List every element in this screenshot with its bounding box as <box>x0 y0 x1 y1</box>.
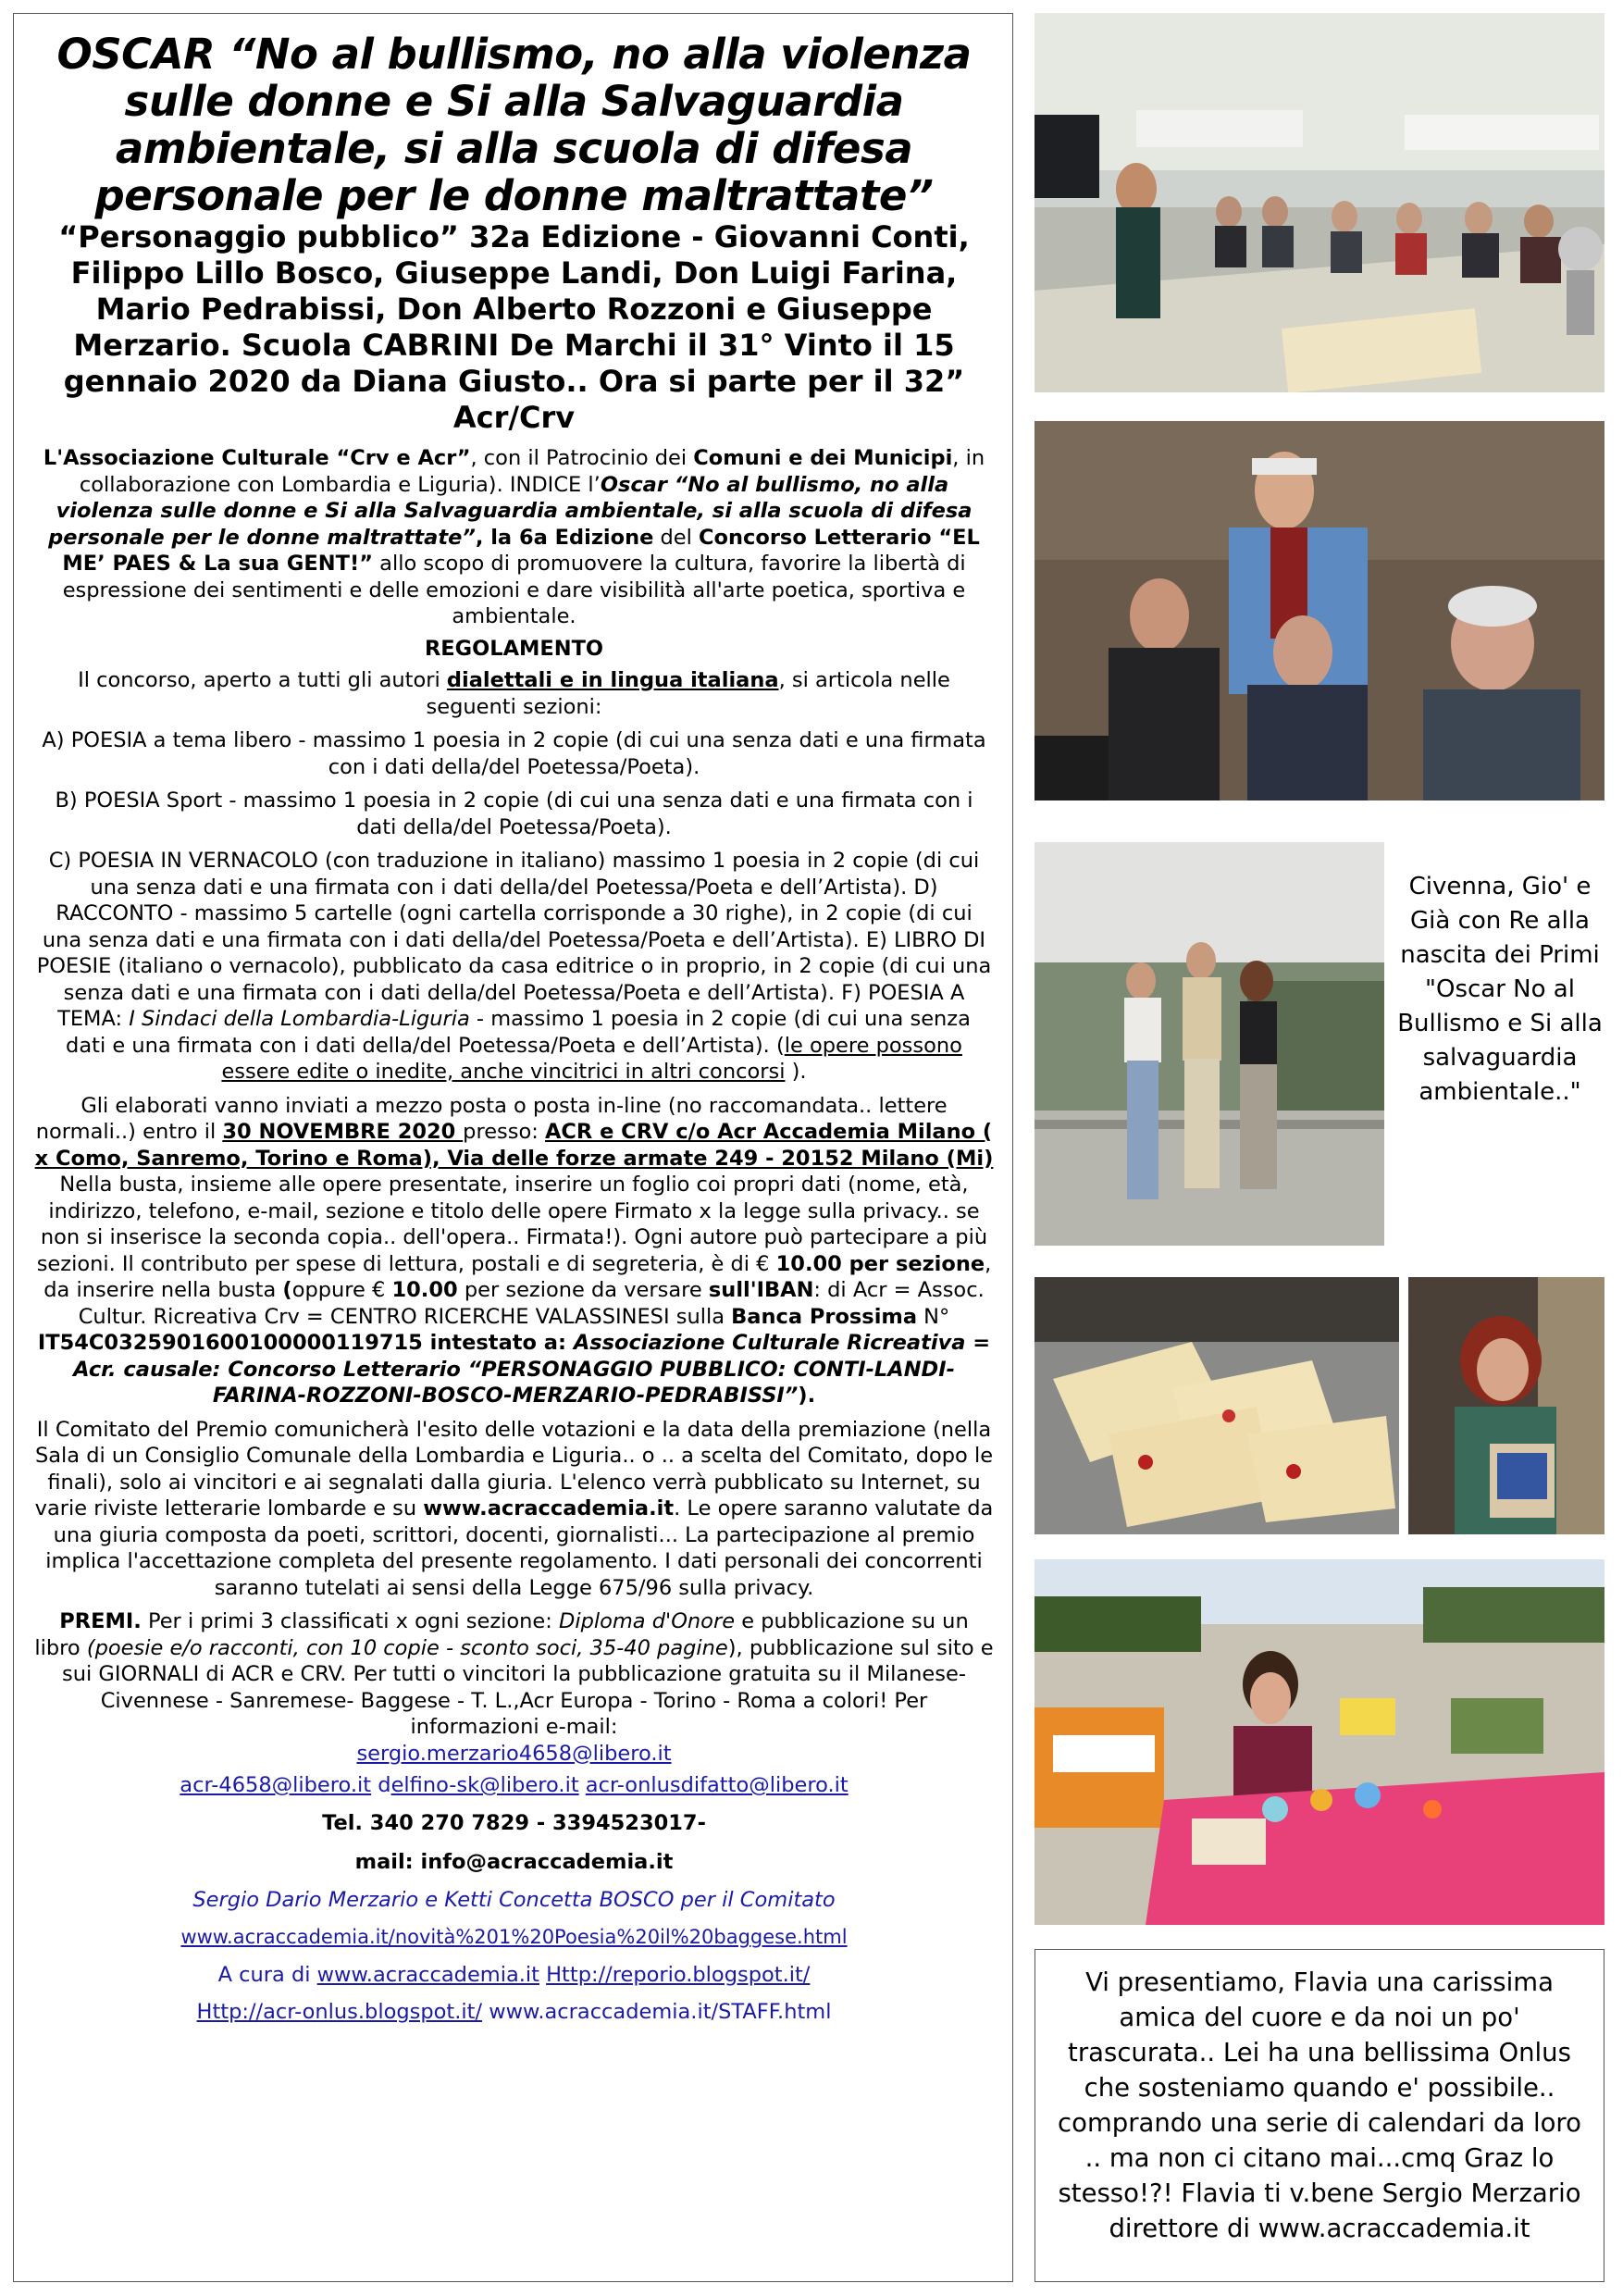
photo-meeting-room <box>1035 13 1604 392</box>
email-link[interactable]: sergio.merzario4658@libero.it <box>356 1741 672 1766</box>
title-line: ambientale, si alla scuola di difesa <box>115 124 913 173</box>
elaborati-text: Gli elaborati vanno inviati a mezzo posta o posta in-line (no raccomandata.. lettere normali..) entro il <box>35 1093 948 1144</box>
concorso-text: Il concorso, aperto a tutti gli autori <box>78 668 447 692</box>
email-link[interactable]: elfino-sk@libero.it <box>390 1773 579 1797</box>
photo-market-stall-image <box>1035 1559 1604 1925</box>
title-line: sulle donne e Si alla Salvaguardia <box>124 77 904 126</box>
concorso-text: dialettali e in lingua italiana <box>446 668 779 692</box>
intro-text: Concorso Letterario “EL ME’ PAES & La sua GENT!” <box>62 525 980 576</box>
email-separator: d <box>371 1773 391 1797</box>
flavia-message-box <box>1035 1949 1604 2282</box>
elaborati-text: presso: <box>463 1120 545 1144</box>
elaborati-text: N° <box>917 1304 950 1329</box>
section-text: ). <box>785 1060 807 1084</box>
blog-link[interactable]: Http://acr-onlus.blogspot.it/ <box>196 2000 483 2024</box>
elaborati-text: 10.00 per sezione <box>775 1251 985 1276</box>
subtitle-line: Mario Pedrabissi, Don Alberto Rozzoni e Giuseppe <box>95 292 933 327</box>
subtitle-line: Filippo Lillo Bosco, Giuseppe Landi, Don Luigi Farina, <box>70 255 958 291</box>
photo-elderly-men-image <box>1035 421 1604 800</box>
photo-diplomas-image <box>1035 1277 1399 1534</box>
emails-row <box>34 1772 994 1799</box>
intro-text: Oscar “No al bullismo, no alla violenza sulle donne e Si alla Salvaguardia ambientale, si alla scuola di difesa personale per le donne maltrattate” <box>48 472 973 550</box>
section-text: - massimo 1 poesia in 2 copie (di cui una senza dati e una firmata con i dati della/del Poetessa/Poeta e dell’Artista). ( <box>66 1007 971 1058</box>
concorso-text: , si articola nelle seguenti sezioni: <box>426 668 950 719</box>
site-link[interactable]: www.acraccademia.it <box>316 1962 539 1987</box>
subtitle-line: Acr/Crv <box>452 400 576 435</box>
intro-text: del <box>653 525 700 550</box>
intro-text: , in collaborazione con Lombardia e Liguria). INDICE l’ <box>79 446 985 497</box>
section-c-f <box>34 848 994 1086</box>
intro-text: , con il Patrocinio dei <box>470 446 694 470</box>
civenna-caption: Civenna, Gio' e Già con Re alla nascita dei Primi "Oscar No al Bullismo e Si alla salvaguardia ambientale.." <box>1397 873 1603 1106</box>
section-b: B) POESIA Sport - massimo 1 poesia in 2 copie (di cui una senza dati e una firmata con i dati della/del Poetessa/Poeta). <box>55 788 973 839</box>
premi-paragraph <box>34 1608 994 1767</box>
main-text-frame <box>13 13 1013 2282</box>
elaborati-text: 10.00 <box>391 1278 458 1302</box>
premi-text: e pubblicazione su un libro <box>34 1609 969 1660</box>
photo-award-plaque-image <box>1408 1277 1604 1534</box>
elaborati-text: Associazione Culturale Ricreativa = Acr. causale: Concorso Letterario “PERSONAGGIO PUBBLICO: CONTI-LANDI-FARINA-ROZZONI-BOSCO-MERZARIO-PEDRABISSI” <box>73 1331 991 1408</box>
comitato-text: www.acraccademia.it <box>423 1496 675 1520</box>
last-links-row <box>34 1999 994 2026</box>
premi-text: ), pubblicazione sul sito e sui GIORNALI di ACR e CRV. Per tutti o vincitori la pubblicazione gratuita su il Milanese-Civennese - Sanremese- Baggese - T. L.,Acr Europa - Torino - Roma a colori! Per informazioni e-mail: <box>62 1635 994 1739</box>
premi-text: PREMI. <box>59 1609 142 1633</box>
subtitle-line: “Personaggio pubblico” 32a Edizione - Giovanni Conti, <box>58 219 970 254</box>
baggese-link[interactable]: www.acraccademia.it/novità%201%20Poesia%20il%20baggese.html <box>180 1926 848 1948</box>
elaborati-text: ( <box>282 1278 292 1302</box>
email-link[interactable]: acr-4658@libero.it <box>180 1773 372 1797</box>
title-line: OSCAR “No al bullismo, no alla violenza <box>56 30 972 79</box>
subtitle-line: gennaio 2020 da Diana Giusto.. Ora si parte per il 32” <box>63 364 965 399</box>
elaborati-text: IT54C0325901600100000119715 intestato a: <box>37 1331 574 1355</box>
elaborati-text: : di Acr = Assoc. Cultur. Ricreativa Crv = CENTRO RICERCHE VALASSINESI sulla <box>78 1278 985 1329</box>
photo-elderly-men <box>1035 421 1604 800</box>
comitato-text: . Le opere saranno valutate da una giuria composta da poeti, scrittori, docenti, giornalisti... La partecipazione al premio implica l'accettazione completa del presente regolamento. I dati personali dei concorrenti saranno tutelati ai sensi della Legge 675/96 sulla privacy. <box>45 1496 994 1600</box>
acura-text: A cura di <box>217 1962 317 1987</box>
elaborati-text: ACR e CRV c/o Acr Accademia Milano ( x Como, Sanremo, Torino e Roma), Via delle forze armate 249 - 20152 Milano (Mi) <box>34 1120 994 1171</box>
photo-meeting-room-image <box>1035 13 1604 392</box>
flavia-message: Vi presentiamo, Flavia una carissima amica del cuore e da noi un po' trascurata.. Lei ha una bellissima Onlus che sosteniamo quando e' possibile.. comprando una serie di calendari da loro .. ma non ci citano mai...cmq Graz lo stesso!?! Flavia ti v.bene Sergio Merzario direttore di www.acraccademia.it <box>1058 1967 1581 2243</box>
photo-diplomas <box>1035 1277 1399 1534</box>
intro-text: allo scopo di promuovere la cultura, favorire la libertà di espressione dei sentimenti e delle emozioni e dare visibilità all'arte poetica, sportiva e ambientale. <box>62 552 966 628</box>
section-a: A) POESIA a tema libero - massimo 1 poesia in 2 copie (di cui una senza dati e una firmata con i dati della/del Poetessa/Poeta). <box>42 728 986 779</box>
acura-row <box>34 1962 994 1989</box>
photo-civenna <box>1035 842 1384 1246</box>
elaborati-text: per sezione da versare <box>457 1278 709 1302</box>
mail-contact: mail: info@acraccademia.it <box>354 1850 674 1874</box>
blog-link[interactable]: Http://reporio.blogspot.it/ <box>546 1962 811 1987</box>
premi-text: Diploma d'Onore <box>559 1609 736 1633</box>
comitato-paragraph <box>34 1417 994 1602</box>
oscar-title <box>34 31 994 219</box>
photo-market-stall <box>1035 1559 1604 1925</box>
telephone: Tel. 340 270 7829 - 3394523017- <box>322 1810 706 1835</box>
elaborati-paragraph <box>34 1093 994 1409</box>
edition-subtitle <box>34 219 994 436</box>
photo-civenna-image <box>1035 842 1384 1246</box>
subtitle-line: Merzario. Scuola CABRINI De Marchi il 31° Vinto il 15 <box>73 328 955 363</box>
email-separator <box>579 1773 586 1797</box>
section-text: le opere possono essere edite o inedite, anche vincitrici in altri concorsi <box>221 1033 962 1084</box>
elaborati-text: 30 NOVEMBRE 2020 <box>222 1120 464 1144</box>
section-text: I Sindaci della Lombardia-Liguria <box>129 1007 470 1031</box>
concorso-paragraph <box>34 667 994 720</box>
intro-text: Comuni e dei Municipi <box>693 446 953 470</box>
main-content <box>34 31 994 2026</box>
elaborati-text: Banca Prossima <box>731 1304 918 1329</box>
comitato-text: Il Comitato del Premio comunicherà l'esito delle votazioni e la data della premiazione (nella Sala di un Consiglio Comunale della Lombardia e Liguria.. o .. a scelta del Comitato, dopo le finali), solo ai vincitori e ai segnalati dalla giuria. L'elenco verrà pubblicato su Internet, su varie riviste letterarie lombarde e su <box>34 1417 994 1520</box>
intro-text: , la 6a Edizione <box>475 525 654 550</box>
elaborati-text: oppure € <box>291 1278 392 1302</box>
intro-paragraph <box>34 445 994 630</box>
regolamento-heading: REGOLAMENTO <box>424 636 604 661</box>
title-line: personale per le donne maltrattate” <box>94 171 934 220</box>
photo-award-plaque <box>1408 1277 1604 1534</box>
baggese-link-row <box>34 1924 994 1951</box>
elaborati-text: , da inserire nella busta <box>43 1251 992 1302</box>
email-link[interactable]: acr-onlusdifatto@libero.it <box>585 1773 849 1797</box>
premi-text: Per i primi 3 classificati x ogni sezione: <box>141 1609 560 1633</box>
signature: Sergio Dario Merzario e Ketti Concetta BOSCO per il Comitato <box>192 1887 836 1912</box>
section-text: C) POESIA IN VERNACOLO (con traduzione in italiano) massimo 1 poesia in 2 copie (di cui una senza dati e una firmata con i dati della/del Poetessa/Poeta e dell’Artista). D) RACCONTO - massimo 5 cartelle (ogni cartella corrisponde a 30 righe), in 2 copie (di cui una senza dati e una firmata con i dati della/del Poetessa/Poeta e dell’Artista). E) LIBRO DI POESIE (italiano o vernacolo), pubblicato da casa editrice o in proprio, in 2 copie (di cui una senza dati e una firmata con i dati della/del Poetessa/Poeta e dell’Artista). F) POESIA A TEMA: <box>36 849 992 1031</box>
intro-text: L'Associazione Culturale “Crv e Acr” <box>43 446 471 470</box>
premi-text: (poesie e/o racconti, con 10 copie - sconto soci, 35-40 pagine <box>86 1635 728 1660</box>
elaborati-text: ). <box>798 1384 816 1408</box>
elaborati-text: Nella busta, insieme alle opere presentate, inserire un foglio coi propri dati (nome, età, indirizzo, telefono, e-mail, sezione e titolo delle opere Firmato x la legge sulla privacy.. se non si inserisce la seconda copia.. dell'opera.. Firmata!). Ogni autore può partecipare a più sezioni. Il contributo per spese di lettura, postali e di segreteria, è di € <box>36 1173 988 1276</box>
staff-link[interactable]: www.acraccademia.it/STAFF.html <box>482 2000 832 2024</box>
elaborati-text: sull'IBAN <box>708 1278 814 1302</box>
